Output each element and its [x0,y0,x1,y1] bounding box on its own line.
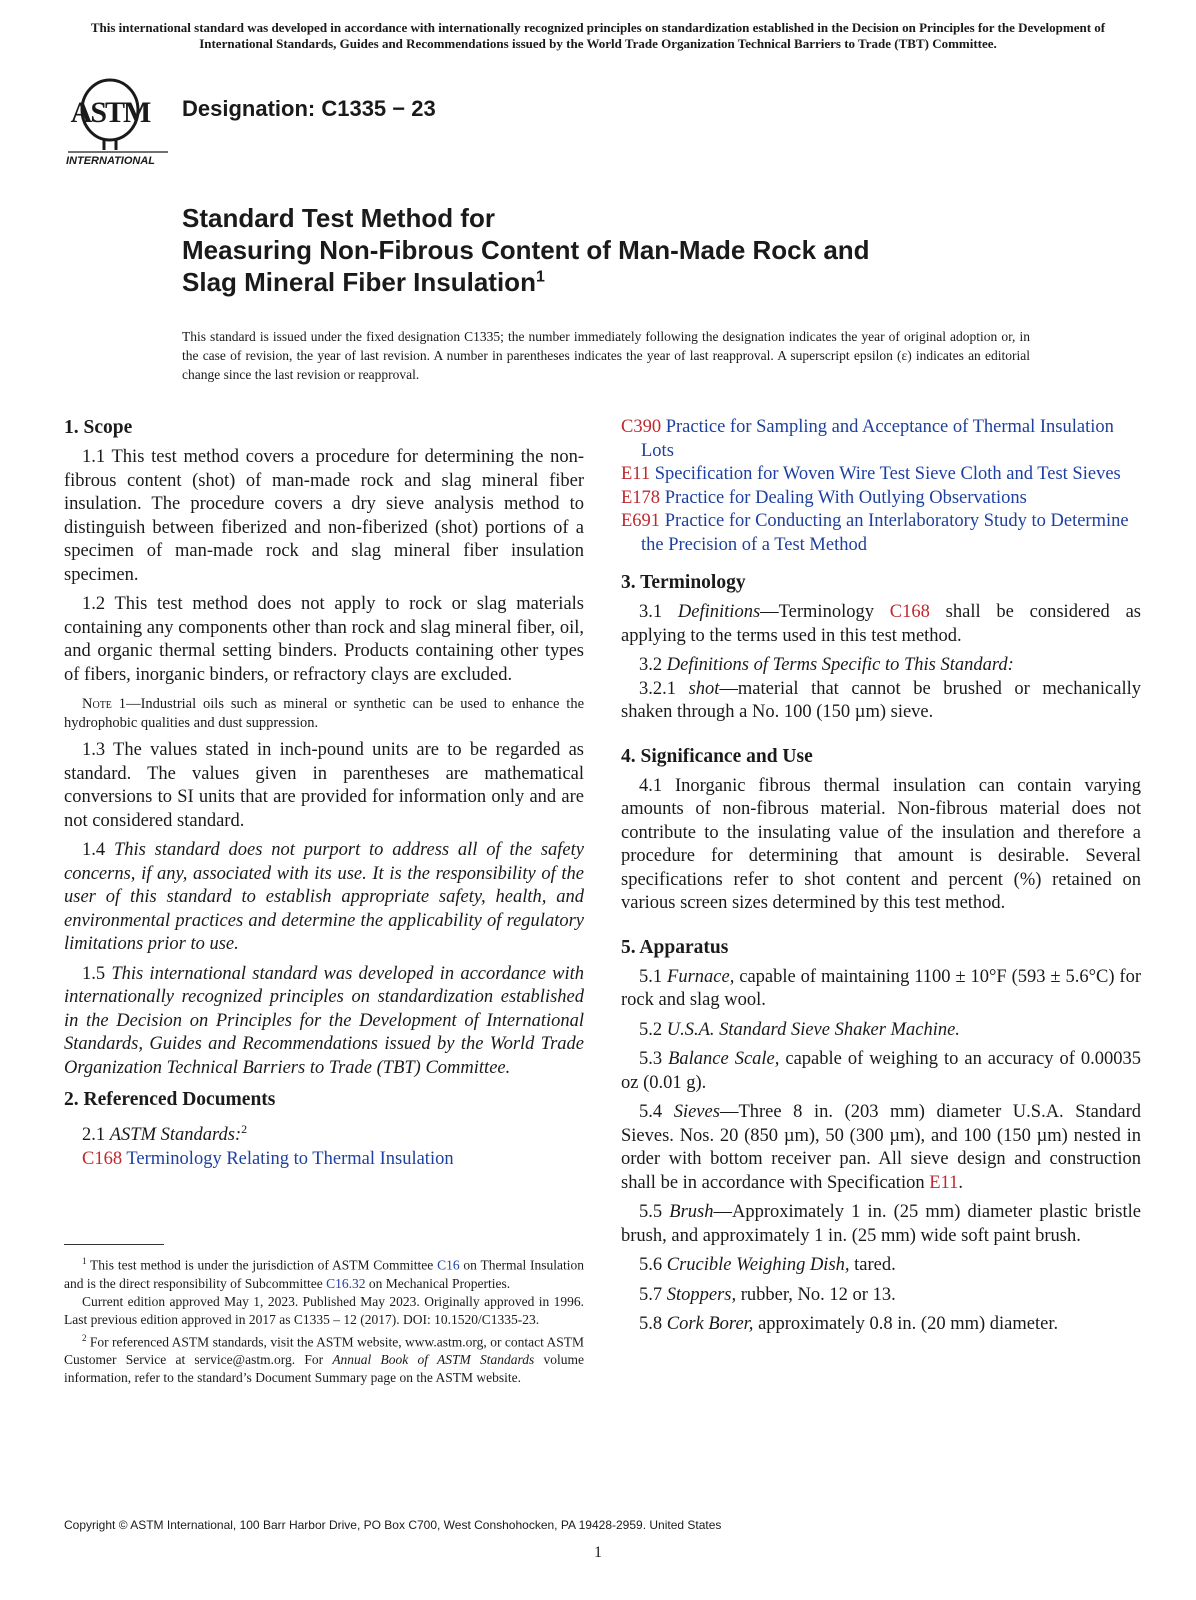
terminology-3-2-1: 3.2.1 shot—material that cannot be brushed or mechanically shaken through a No. 100 (150 µm) sieve. [621,678,1141,722]
referenced-2-1: 2.1 ASTM Standards:$^2$ [82,1122,248,1146]
footnotes [64,1252,584,1387]
ref-c168[interactable]: C168 Terminology Relating to Thermal Insulation [82,1148,454,1169]
link-c16[interactable]: C16 [437,1257,460,1273]
apparatus-5-4: 5.4 Sieves—Three 8 in. (203 mm) diameter U.S.A. Standard Sieves. Nos. 20 (850 µm), 50 (300 µm), and 100 (150 µm) nested in order with bottom receiver pan. All sieve design and construction shall be in accordance with Specification E11. [621,1102,1142,1193]
terminology-heading: 3. Terminology [621,572,746,593]
apparatus-5-1: 5.1 Furnace, capable of maintaining 1100 ± 10°F (593 ± 5.6°C) for rock and slag wool. [621,966,1141,1010]
astm-logo [64,70,172,166]
note-label: Note 1 [82,696,127,712]
apparatus-5-6: 5.6 Crucible Weighing Dish, tared. [639,1255,896,1275]
ref-c390[interactable]: C390 Practice for Sampling and Acceptance of Thermal Insulation Lots [621,417,1114,461]
left-column [64,416,584,1171]
note-text: —Industrial oils such as mineral or synthetic can be used to enhance the hydrophobic qualities and dust suppression. [64,696,585,731]
apparatus-5-7: 5.7 Stoppers, rubber, No. 12 or 13. [639,1284,896,1305]
significance-4-1: 4.1 Inorganic fibrous thermal insulation can contain varying amounts of non-fibrous material. Non-fibrous material does not contribute to the insulating value of the insulation and therefore a procedure for determining that amount is desirable. Several specifications refer to shot content and percent (%) retained on various screen sizes determined by this test method. [621,775,1141,913]
ref-e691[interactable]: E691 Practice for Conducting an Interlaboratory Study to Determine the Precision of a Test Method [621,511,1129,555]
scope-1-1: 1.1 This test method covers a procedure for determining the non-fibrous content (shot) of man-made rock and slag mineral fiber insulation. The procedure covers a dry sieve analysis method to distinguish between fiberized and non-fiberized (shot) portions of a specimen of man-made rock and slag mineral fiber insulation specimen. [64,447,584,585]
apparatus-heading: 5. Apparatus [621,936,729,958]
significance-heading: 4. Significance and Use [621,745,813,767]
ref-e11[interactable]: E11 Specification for Woven Wire Test Sieve Cloth and Test Sieves [621,464,1121,484]
scope-heading: 1. Scope [64,417,133,438]
link-c168[interactable]: C168 [889,602,930,622]
title-line-3: Slag Mineral Fiber Insulation [182,267,536,297]
issuance-note: This standard is issued under the fixed designation C1335; the number immediately following the designation indicates the year of original adoption or, in the case of revision, the year of last revision. A number in parentheses indicates the year of last reapproval. A superscript epsilon (ε) indicates an editorial change since the last revision or reapproval. [182,329,1030,382]
note-1 [64,695,584,733]
copyright-line: Copyright © ASTM International, 100 Barr Harbor Drive, PO Box C700, West Conshohocken, PA 19428-2959. United States [64,1518,722,1532]
apparatus-5-2: 5.2 U.S.A. Standard Sieve Shaker Machine. [639,1019,960,1040]
footnote-2: $^2$ For referenced ASTM standards, visit the ASTM website, www.astm.org, or contact ASTM Customer Service at service@astm.org. For Annual Book of ASTM Standards volume information, refer to the standard’s Document Summary page on the ASTM website. [64,1332,584,1385]
referenced-heading: 2. Referenced Documents [64,1089,276,1110]
document-title [182,202,1142,298]
title-line-2: Measuring Non-Fibrous Content of Man-Made Rock and [182,235,870,265]
terminology-3-1: 3.1 Definitions—Terminology C168 shall be considered as applying to the terms used in this test method. [621,602,1141,646]
apparatus-5-8: 5.8 Cork Borer, approximately 0.8 in. (20 mm) diameter. [639,1314,1059,1334]
right-column [621,416,1141,1343]
title-footnote-mark: 1 [535,268,545,286]
title-line-1: Standard Test Method for [182,203,495,233]
link-c16-32[interactable]: C16.32 [326,1275,366,1291]
apparatus-5-3: 5.3 Balance Scale, capable of weighing to an accuracy of 0.00035 oz (0.01 g). [621,1049,1142,1093]
footnote-1: $^1$ This test method is under the jurisdiction of ASTM Committee C16 on Thermal Insulation and is the direct responsibility of Subcommittee C16.32 on Mechanical Properties. [64,1256,585,1291]
link-e11[interactable]: E11 [929,1172,959,1193]
scope-1-5: 1.5 This international standard was developed in accordance with internationally recognized principles on standardization established in the Decision on Principles for the Development of International Standards, Guides and Recommendations issued by the World Trade Organization Technical Barriers to Trade (TBT) Committee. [64,963,585,1078]
scope-1-3: 1.3 The values stated in inch-pound units are to be regarded as standard. The values given in parentheses are mathematical conversions to SI units that are provided for information only and are not considered standard. [64,740,584,831]
apparatus-5-5: 5.5 Brush—Approximately 1 in. (25 mm) diameter plastic bristle brush, and approximately 1 in. (25 mm) wide soft paint brush. [621,1202,1141,1246]
logo-subtext: INTERNATIONAL [66,155,156,166]
ref-e178[interactable]: E178 Practice for Dealing With Outlying Observations [621,487,1027,508]
svg-text:ASTM: ASTM [70,96,150,129]
footnote-1-edition: Current edition approved May 1, 2023. Published May 2023. Originally approved in 1996. Last previous edition approved in 2017 as C1335 – 12 (2017). DOI: 10.1520/C1335-23. [64,1293,584,1327]
footnote-rule [64,1244,164,1245]
terminology-3-2: 3.2 Definitions of Terms Specific to This Standard: [639,655,1014,675]
tbt-banner: This international standard was developed in accordance with internationally recognized principles on standardization established in the Decision on Principles for the Development of International Standards, Guides and Recommendations issued by the World Trade Organization Technical Barriers to Trade (TBT) Committee. [90,20,1106,51]
scope-1-2: 1.2 This test method does not apply to rock or slag materials containing any components other than rock and slag mineral fiber, oil, and organic thermal setting binders. Products containing other types of fibers, inorganic binders, or refractory clays are excluded. [64,594,584,685]
designation: Designation: C1335 − 23 [182,96,436,121]
page-number: 1 [594,1544,602,1561]
scope-1-4: 1.4 This standard does not purport to address all of the safety concerns, if any, associated with its use. It is the responsibility of the user of this standard to establish appropriate safety, health, and environmental practices and determine the applicability of regulatory limitations prior to use. [64,840,584,954]
